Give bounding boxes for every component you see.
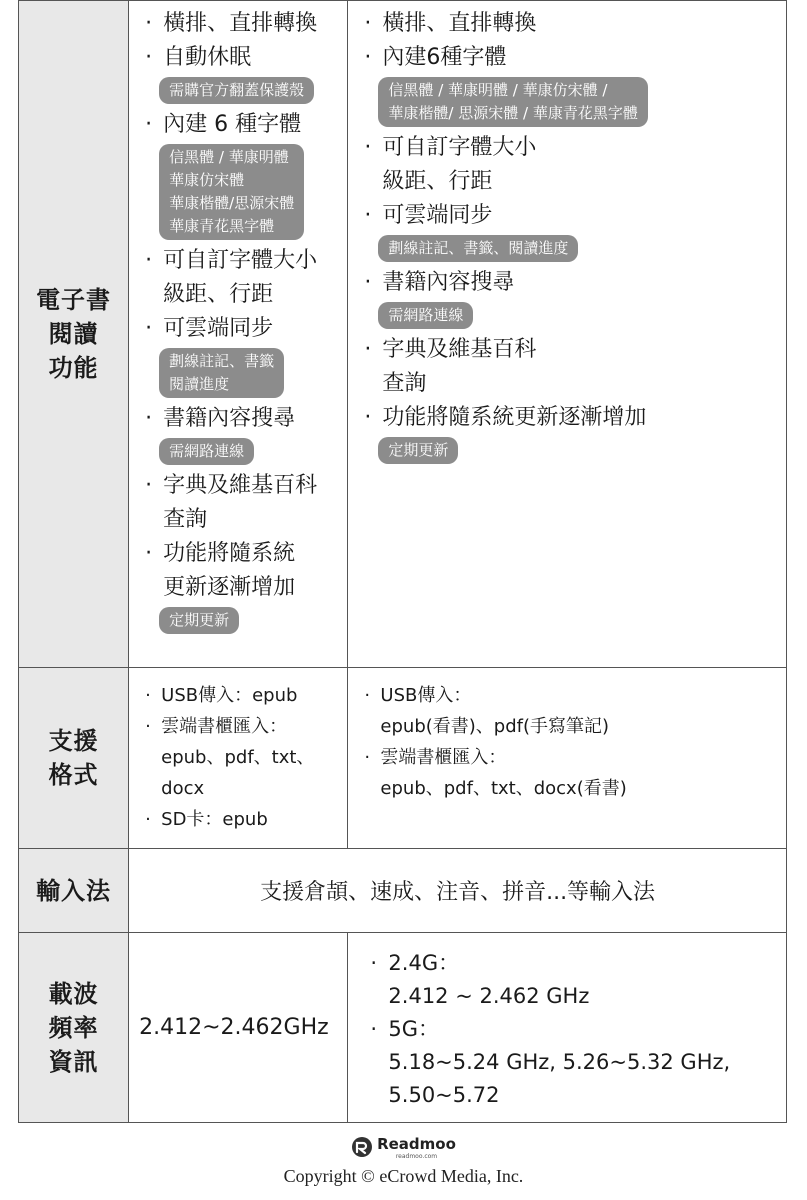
item-text: 5.50~5.72 (388, 1083, 500, 1107)
bullet: · (145, 406, 153, 431)
list-item (143, 711, 339, 804)
item-text: 可雲端同步 (163, 316, 274, 341)
readmoo-logo-icon (351, 1136, 373, 1158)
badge-text: 需網路連線 (388, 306, 464, 324)
frequency-left: 2.412~2.462GHz (129, 933, 348, 1123)
item-text: USB傳入：epub (161, 685, 298, 706)
spec-table (18, 0, 787, 1123)
item-text: USB傳入： (380, 685, 472, 706)
badge-text: 需網路連線 (169, 442, 245, 460)
logo-subtext: readmoo.com (395, 1153, 438, 1160)
bullet: · (364, 11, 372, 36)
note-badge (378, 302, 473, 329)
item-text: epub、pdf、txt、 (161, 747, 315, 768)
list-item (362, 41, 778, 75)
header-input-text: 輸入法 (36, 876, 112, 905)
note-badge (159, 348, 284, 398)
formats-left-list (129, 668, 347, 845)
note-badge (159, 607, 239, 634)
formats-left-cell (129, 668, 348, 849)
reading-left-cell (129, 1, 348, 668)
item-text: 2.412 ~ 2.462 GHz (388, 984, 590, 1008)
input-value: 支援倉頡、速成、注音、拼音...等輸入法 (129, 849, 787, 933)
reading-right-cell (348, 1, 787, 668)
list-item (143, 804, 339, 835)
logo-text: Readmoo (377, 1135, 456, 1153)
item-text: 級距、行距 (382, 169, 493, 194)
badge-text: 閱讀進度 (169, 375, 230, 393)
badge-text: 定期更新 (388, 441, 449, 459)
bullet: · (145, 45, 153, 70)
item-text: 查詢 (382, 371, 427, 396)
list-item (362, 131, 778, 199)
frequency-right-list (348, 933, 786, 1122)
bullet: · (145, 11, 153, 36)
item-text: 可雲端同步 (382, 203, 493, 228)
item-text: 2.4G： (388, 951, 460, 975)
list-item (362, 947, 778, 1013)
item-text: 功能將隨系統 (163, 541, 296, 566)
formats-right-list (348, 668, 786, 814)
readmoo-logo (351, 1134, 456, 1160)
item-text: 功能將隨系統更新逐漸增加 (382, 405, 647, 430)
copyright: Copyright © eCrowd Media, Inc. (283, 1166, 524, 1186)
bullet: · (364, 135, 372, 160)
item-text: SD卡：epub (161, 809, 268, 830)
bullet: · (145, 473, 153, 498)
note-badge (159, 144, 304, 240)
bullet: · (370, 951, 378, 975)
badge-text: 華康楷體/ 思源宋體 / 華康青花黑字體 (388, 104, 638, 122)
list-item (143, 537, 339, 605)
badge-text: 信黑體 / 華康明體 / 華康仿宋體 / (388, 81, 608, 99)
item-text: 內建 6 種字體 (163, 112, 302, 137)
item-text: 雲端書櫃匯入： (161, 716, 288, 737)
item-text: 自動休眠 (163, 45, 252, 70)
bullet: · (364, 45, 372, 70)
bullet: · (364, 405, 372, 430)
list-item (362, 1013, 778, 1112)
badge-text: 華康楷體/思源宋體 (169, 194, 295, 212)
bullet: · (364, 747, 371, 768)
header-reading (19, 1, 129, 668)
bullet: · (145, 316, 153, 341)
list-item (143, 402, 339, 436)
header-input (19, 849, 129, 933)
badge-text: 華康仿宋體 (169, 171, 245, 189)
badge-text: 信黑體 / 華康明體 (169, 148, 289, 166)
item-text: 書籍內容搜尋 (163, 406, 296, 431)
note-badge (378, 77, 647, 127)
bullet: · (145, 248, 153, 273)
item-text: epub、pdf、txt、docx(看書) (380, 778, 627, 799)
list-item (143, 312, 339, 346)
list-item (362, 401, 778, 435)
reading-left-list (129, 1, 347, 648)
item-text: 更新逐漸增加 (163, 575, 296, 600)
row-reading (19, 1, 787, 668)
item-text: 橫排、直排轉換 (382, 11, 537, 36)
footer (0, 1134, 807, 1187)
header-frequency-text: 載波 頻率 資訊 (48, 979, 99, 1076)
list-item (362, 266, 778, 300)
list-item (362, 7, 778, 41)
list-item (143, 41, 339, 75)
note-badge (159, 438, 254, 465)
row-formats (19, 668, 787, 849)
header-frequency (19, 933, 129, 1123)
header-formats (19, 668, 129, 849)
bullet: · (370, 1017, 378, 1041)
item-text: 級距、行距 (163, 282, 274, 307)
item-text: 可自訂字體大小 (382, 135, 537, 160)
row-input (19, 849, 787, 933)
note-badge (378, 437, 458, 464)
badge-text: 劃線註記、書籤、閱讀進度 (388, 239, 569, 257)
bullet: · (364, 270, 372, 295)
bullet: · (145, 716, 151, 737)
badge-text: 需購官方翻蓋保護殼 (169, 81, 305, 99)
badge-text: 定期更新 (169, 611, 230, 629)
item-text: 5G： (388, 1017, 440, 1041)
reading-right-list (348, 1, 786, 478)
list-item (362, 333, 778, 401)
item-text: 可自訂字體大小 (163, 248, 318, 273)
bullet: · (364, 337, 372, 362)
item-text: epub(看書)、pdf(手寫筆記) (380, 716, 610, 737)
bullet: · (145, 809, 151, 830)
item-text: 字典及維基百科 (382, 337, 537, 362)
list-item (362, 742, 778, 804)
bullet: · (145, 541, 153, 566)
bullet: · (364, 685, 371, 706)
formats-right-cell (348, 668, 787, 849)
list-item (143, 108, 339, 142)
list-item (143, 680, 339, 711)
bullet: · (145, 685, 151, 706)
item-text: 字典及維基百科 (163, 473, 318, 498)
item-text: 查詢 (163, 507, 208, 532)
note-badge (378, 235, 578, 262)
frequency-right-cell (348, 933, 787, 1123)
row-frequency (19, 933, 787, 1123)
header-formats-text: 支援 格式 (48, 727, 99, 789)
list-item (143, 244, 339, 312)
list-item (362, 680, 778, 742)
item-text: 5.18~5.24 GHz, 5.26~5.32 GHz, (388, 1050, 731, 1074)
bullet: · (364, 203, 372, 228)
badge-text: 劃線註記、書籤 (169, 352, 275, 370)
item-text: 雲端書櫃匯入： (380, 747, 507, 768)
header-reading-text: 電子書 閱讀 功能 (36, 286, 112, 382)
list-item (143, 7, 339, 41)
item-text: 橫排、直排轉換 (163, 11, 318, 36)
item-text: docx (161, 778, 205, 799)
item-text: 內建6種字體 (382, 45, 507, 70)
list-item (362, 199, 778, 233)
item-text: 書籍內容搜尋 (382, 270, 515, 295)
badge-text: 華康青花黑字體 (169, 217, 275, 235)
bullet: · (145, 112, 153, 137)
list-item (143, 469, 339, 537)
note-badge (159, 77, 314, 104)
